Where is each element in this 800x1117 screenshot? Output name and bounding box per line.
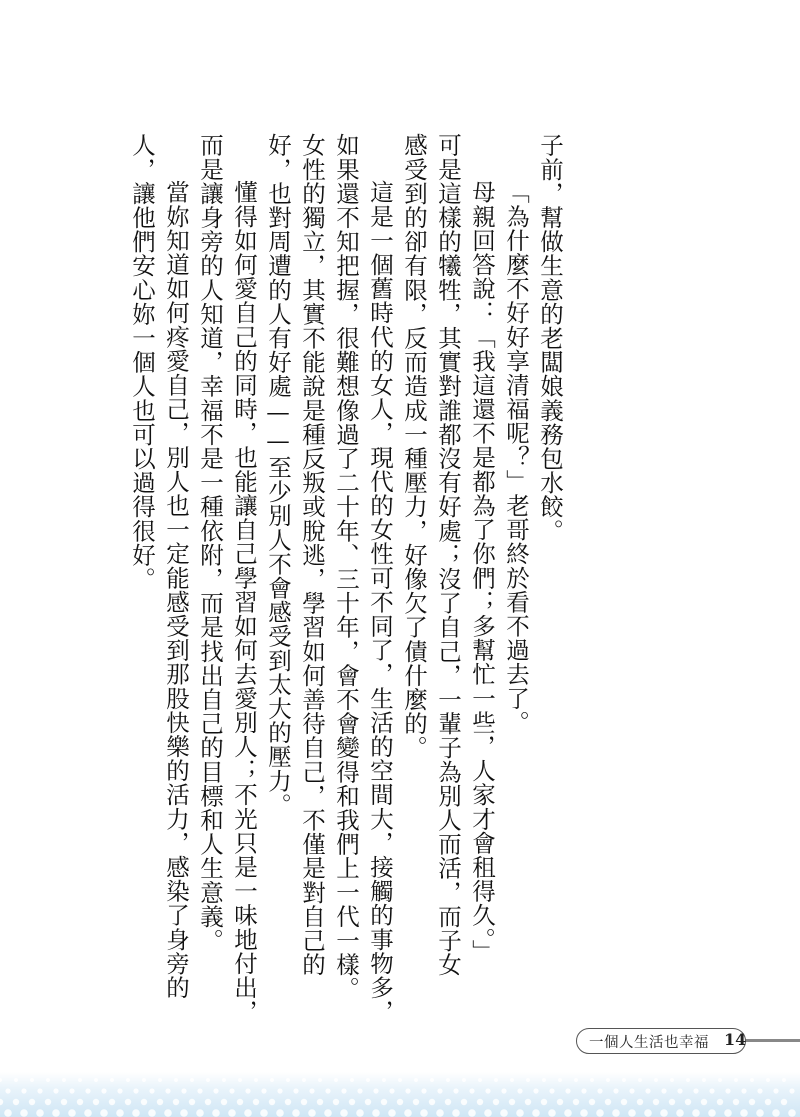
text-line: 懂得如何愛自己的同時，也能讓自己學習如何去愛別人；不光只是一味地付出，	[230, 180, 258, 1024]
decorative-dot	[197, 1088, 202, 1093]
decorative-dot	[469, 1088, 474, 1093]
decorative-dot	[276, 1109, 284, 1117]
decorative-dot	[270, 1078, 274, 1082]
decorative-dot	[701, 1099, 707, 1105]
decorative-dot	[494, 1078, 498, 1082]
decorative-dot	[85, 1088, 90, 1093]
decorative-dot	[445, 1099, 451, 1105]
decorative-dot	[621, 1099, 627, 1105]
decorative-dot	[125, 1099, 131, 1105]
decorative-dot	[500, 1109, 508, 1117]
decorative-dot	[660, 1109, 668, 1117]
decorative-dot	[116, 1109, 124, 1117]
decorative-dot	[62, 1078, 66, 1082]
decorative-dot	[357, 1088, 362, 1093]
decorative-dot	[548, 1109, 556, 1117]
decorative-dot	[165, 1088, 170, 1093]
decorative-dot	[142, 1078, 146, 1082]
decorative-dot	[350, 1078, 354, 1082]
text-line: 好，也對周遭的人有好處——至少別人不會感受到太大的壓力。	[264, 133, 292, 817]
page-number: 14	[724, 1030, 747, 1049]
decorative-dot	[164, 1109, 172, 1117]
decorative-dot	[68, 1109, 76, 1117]
decorative-dot	[14, 1078, 18, 1082]
decorative-dot	[596, 1109, 604, 1117]
decorative-dot	[13, 1099, 19, 1105]
decorative-dot	[564, 1109, 572, 1117]
decorative-dot	[404, 1109, 412, 1117]
decorative-dot	[542, 1078, 546, 1082]
decorative-dot	[661, 1088, 666, 1093]
decorative-dot	[430, 1078, 434, 1082]
decorative-dot	[702, 1078, 706, 1082]
decorative-dot	[613, 1088, 618, 1093]
decorative-dot	[437, 1088, 442, 1093]
decorative-dot	[510, 1078, 514, 1082]
decorative-dot	[574, 1078, 578, 1082]
decorative-dot	[260, 1109, 268, 1117]
decorative-dot	[653, 1099, 659, 1105]
decorative-dot	[77, 1099, 83, 1105]
decorative-dot	[421, 1088, 426, 1093]
decorative-dot	[372, 1109, 380, 1117]
decorative-dot	[773, 1088, 778, 1093]
decorative-dot	[461, 1099, 467, 1105]
decorative-dot	[644, 1109, 652, 1117]
decorative-dot	[485, 1088, 490, 1093]
decorative-dot	[61, 1099, 67, 1105]
decorative-dot	[4, 1109, 12, 1117]
text-line: 女性的獨立，其實不能說是種反叛或脫逃，學習如何善待自己，不僅是對自己的	[298, 133, 326, 977]
decorative-dot	[670, 1078, 674, 1082]
decorative-dot	[141, 1099, 147, 1105]
decorative-dot	[334, 1078, 338, 1082]
decorative-dot	[558, 1078, 562, 1082]
decorative-dot	[269, 1099, 275, 1105]
text-line: 子前，幫做生意的老闆娘義務包水餃。	[536, 133, 564, 543]
decorative-dot	[69, 1088, 74, 1093]
decorative-dot	[110, 1078, 114, 1082]
decorative-dot	[597, 1088, 602, 1093]
decorative-dot	[436, 1109, 444, 1117]
decorative-dot	[734, 1078, 738, 1082]
decorative-dot	[237, 1099, 243, 1105]
text-line: 人，讓他們安心妳一個人也可以過得很好。	[128, 133, 156, 591]
decorative-dot	[637, 1099, 643, 1105]
decorative-dot	[190, 1078, 194, 1082]
decorative-dot	[301, 1099, 307, 1105]
decorative-dot	[373, 1088, 378, 1093]
decorative-dot	[261, 1088, 266, 1093]
decorative-dot	[189, 1099, 195, 1105]
decorative-dot	[46, 1078, 50, 1082]
decorative-dot	[245, 1088, 250, 1093]
decorative-dot	[29, 1099, 35, 1105]
decorative-dot	[676, 1109, 684, 1117]
decorative-dot	[20, 1109, 28, 1117]
decorative-dot	[254, 1078, 258, 1082]
decorative-dot	[53, 1088, 58, 1093]
vertical-text-body	[128, 133, 564, 1024]
text-line: 如果還不知把握，很難想像過了二十年、三十年，會不會變得和我們上一代一樣。	[332, 133, 360, 1001]
decorative-dot	[478, 1078, 482, 1082]
decorative-dot	[45, 1099, 51, 1105]
decorative-dot	[685, 1099, 691, 1105]
decorative-dot	[669, 1099, 675, 1105]
decorative-dot	[292, 1109, 300, 1117]
decorative-dot	[749, 1099, 755, 1105]
decorative-dot	[709, 1088, 714, 1093]
decorative-dot	[413, 1099, 419, 1105]
decorative-dot	[581, 1088, 586, 1093]
decorative-dot	[757, 1088, 762, 1093]
decorative-dot	[788, 1109, 796, 1117]
decorative-dot	[52, 1109, 60, 1117]
decorative-dot	[606, 1078, 610, 1082]
decorative-dot	[0, 1099, 3, 1105]
decorative-dot	[397, 1099, 403, 1105]
decorative-dot	[718, 1078, 722, 1082]
decorative-dot	[414, 1078, 418, 1082]
decorative-dot	[765, 1099, 771, 1105]
decorative-dot	[109, 1099, 115, 1105]
decorative-dot	[94, 1078, 98, 1082]
decorative-dot	[317, 1099, 323, 1105]
decorative-dot	[309, 1088, 314, 1093]
text-line: 母親回答說：「我這還不是都為了你們；多幫忙一些，人家才會租得久。」	[468, 180, 496, 964]
decorative-dot	[493, 1099, 499, 1105]
decorative-dot	[781, 1099, 787, 1105]
decorative-dot	[629, 1088, 634, 1093]
decorative-dot	[93, 1099, 99, 1105]
footer-title-pill	[576, 1028, 746, 1054]
decorative-dot	[429, 1099, 435, 1105]
decorative-dot	[238, 1078, 242, 1082]
decorative-dot	[477, 1099, 483, 1105]
decorative-dot-band	[0, 1072, 800, 1117]
decorative-dot	[724, 1109, 732, 1117]
decorative-dot	[605, 1099, 611, 1105]
decorative-dot	[302, 1078, 306, 1082]
decorative-dot	[229, 1088, 234, 1093]
decorative-dot	[84, 1109, 92, 1117]
decorative-dot	[356, 1109, 364, 1117]
dot-pattern	[0, 1072, 800, 1117]
decorative-dot	[446, 1078, 450, 1082]
decorative-dot	[756, 1109, 764, 1117]
decorative-dot	[468, 1109, 476, 1117]
decorative-dot	[532, 1109, 540, 1117]
decorative-dot	[21, 1088, 26, 1093]
decorative-dot	[0, 1078, 2, 1082]
decorative-dot	[157, 1099, 163, 1105]
decorative-dot	[366, 1078, 370, 1082]
decorative-dot	[37, 1088, 42, 1093]
decorative-dot	[293, 1088, 298, 1093]
decorative-dot	[213, 1088, 218, 1093]
decorative-dot	[149, 1088, 154, 1093]
decorative-dot	[557, 1099, 563, 1105]
decorative-dot	[645, 1088, 650, 1093]
decorative-dot	[221, 1099, 227, 1105]
decorative-dot	[612, 1109, 620, 1117]
decorative-dot	[388, 1109, 396, 1117]
decorative-dot	[180, 1109, 188, 1117]
decorative-dot	[324, 1109, 332, 1117]
decorative-dot	[318, 1078, 322, 1082]
decorative-dot	[526, 1078, 530, 1082]
decorative-dot	[589, 1099, 595, 1105]
decorative-dot	[509, 1099, 515, 1105]
text-line: 感受到的卻有限，反而造成一種壓力，好像欠了債什麼的。	[400, 133, 428, 760]
decorative-dot	[766, 1078, 770, 1082]
decorative-dot	[206, 1078, 210, 1082]
decorative-dot	[733, 1099, 739, 1105]
decorative-dot	[5, 1088, 10, 1093]
decorative-dot	[308, 1109, 316, 1117]
decorative-dot	[405, 1088, 410, 1093]
decorative-dot	[244, 1109, 252, 1117]
decorative-dot	[708, 1109, 716, 1117]
decorative-dot	[517, 1088, 522, 1093]
decorative-dot	[789, 1088, 794, 1093]
decorative-dot	[462, 1078, 466, 1082]
decorative-dot	[501, 1088, 506, 1093]
decorative-dot	[590, 1078, 594, 1082]
decorative-dot	[341, 1088, 346, 1093]
decorative-dot	[381, 1099, 387, 1105]
decorative-dot	[132, 1109, 140, 1117]
decorative-dot	[580, 1109, 588, 1117]
decorative-dot	[286, 1078, 290, 1082]
decorative-dot	[622, 1078, 626, 1082]
decorative-dot	[333, 1099, 339, 1105]
text-line: 這是一個舊時代的女人，現代的女性可不同了，生活的空間大，接觸的事物多，	[366, 180, 394, 1024]
decorative-dot	[693, 1088, 698, 1093]
decorative-dot	[253, 1099, 259, 1105]
decorative-dot	[228, 1109, 236, 1117]
decorative-dot	[725, 1088, 730, 1093]
decorative-dot	[686, 1078, 690, 1082]
decorative-dot	[117, 1088, 122, 1093]
decorative-dot	[654, 1078, 658, 1082]
decorative-dot	[782, 1078, 786, 1082]
text-line: 而是讓身旁的人知道，幸福不是一種依附，而是找出自己的目標和人生意義。	[196, 133, 224, 953]
decorative-dot	[741, 1088, 746, 1093]
decorative-dot	[420, 1109, 428, 1117]
decorative-dot	[100, 1109, 108, 1117]
decorative-dot	[78, 1078, 82, 1082]
decorative-dot	[452, 1109, 460, 1117]
decorative-dot	[692, 1109, 700, 1117]
decorative-dot	[212, 1109, 220, 1117]
decorative-dot	[453, 1088, 458, 1093]
decorative-dot	[158, 1078, 162, 1082]
decorative-dot	[277, 1088, 282, 1093]
decorative-dot	[389, 1088, 394, 1093]
decorative-dot	[174, 1078, 178, 1082]
decorative-dot	[628, 1109, 636, 1117]
decorative-dot	[677, 1088, 682, 1093]
decorative-dot	[148, 1109, 156, 1117]
text-line: 可是這樣的犧牲，其實對誰都沒有好處；沒了自己，一輩子為別人而活，而子女	[434, 133, 462, 977]
decorative-dot	[382, 1078, 386, 1082]
decorative-dot	[533, 1088, 538, 1093]
decorative-dot	[549, 1088, 554, 1093]
decorative-dot	[638, 1078, 642, 1082]
decorative-dot	[740, 1109, 748, 1117]
decorative-dot	[30, 1078, 34, 1082]
decorative-dot	[717, 1099, 723, 1105]
decorative-dot	[205, 1099, 211, 1105]
decorative-dot	[525, 1099, 531, 1105]
decorative-dot	[750, 1078, 754, 1082]
decorative-dot	[126, 1078, 130, 1082]
decorative-dot	[36, 1109, 44, 1117]
decorative-dot	[173, 1099, 179, 1105]
decorative-dot	[365, 1099, 371, 1105]
decorative-dot	[516, 1109, 524, 1117]
decorative-dot	[181, 1088, 186, 1093]
footer-rule	[742, 1039, 800, 1042]
decorative-dot	[285, 1099, 291, 1105]
text-line: 「為什麼不好好享清福呢？」老哥終於看不過去了。	[502, 180, 530, 735]
page-footer	[576, 1028, 800, 1056]
book-title: 一個人生活也幸福	[589, 1034, 709, 1051]
decorative-dot	[772, 1109, 780, 1117]
decorative-dot	[340, 1109, 348, 1117]
text-line: 當妳知道如何疼愛自己，別人也一定能感受到那股快樂的活力，感染了身旁的	[162, 180, 190, 1000]
decorative-dot	[101, 1088, 106, 1093]
decorative-dot	[196, 1109, 204, 1117]
decorative-dot	[565, 1088, 570, 1093]
decorative-dot	[222, 1078, 226, 1082]
decorative-dot	[541, 1099, 547, 1105]
decorative-dot	[133, 1088, 138, 1093]
decorative-dot	[349, 1099, 355, 1105]
decorative-dot	[573, 1099, 579, 1105]
decorative-dot	[484, 1109, 492, 1117]
decorative-dot	[398, 1078, 402, 1082]
decorative-dot	[325, 1088, 330, 1093]
